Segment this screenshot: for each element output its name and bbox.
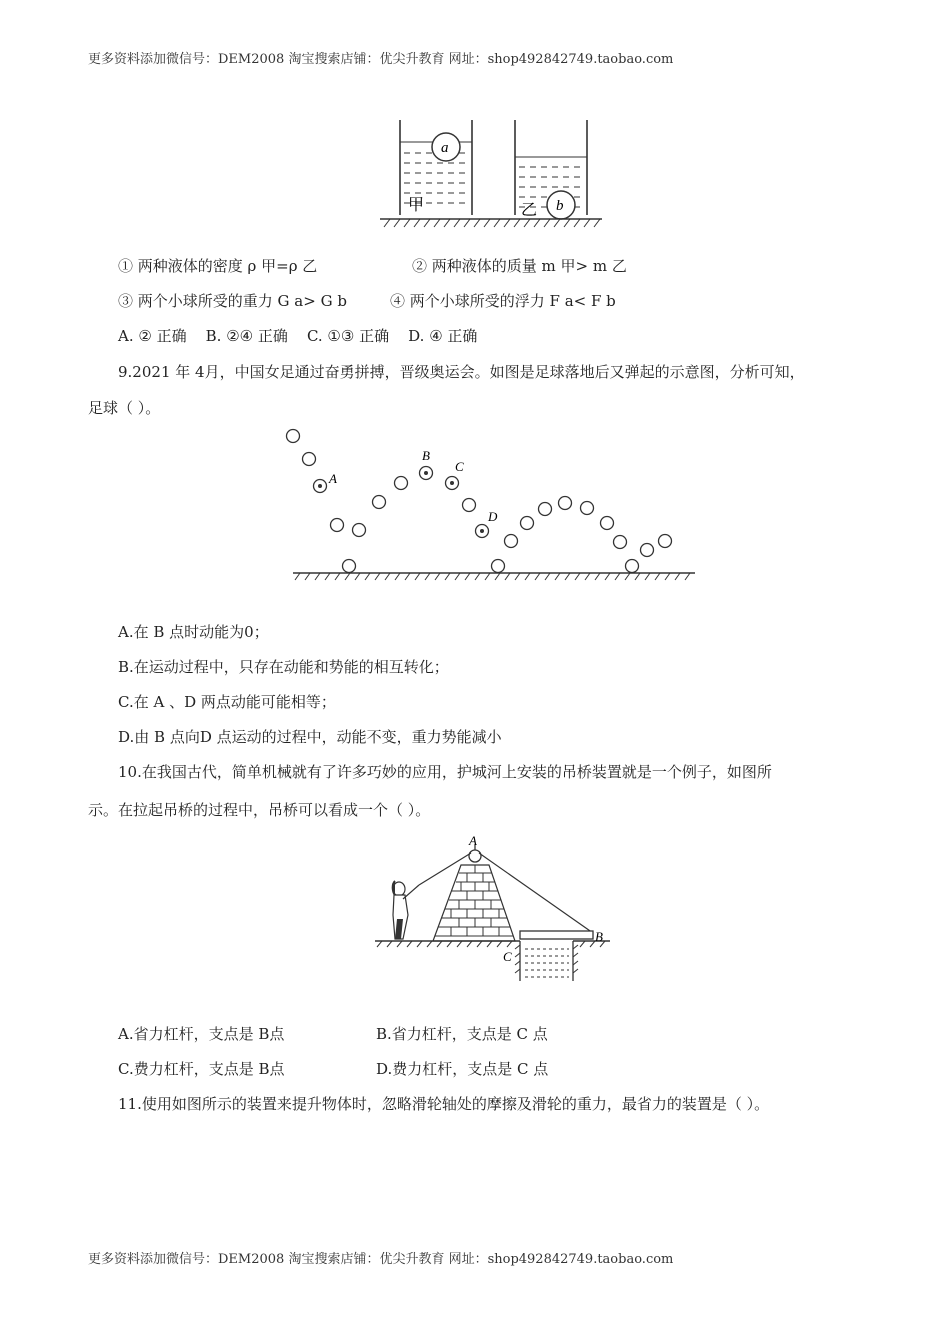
point-D-label: D bbox=[488, 509, 498, 524]
page-header: 更多资料添加微信号：DEM2008 淘宝搜索店铺：优尖升教育 网址：shop492842749.taobao.com bbox=[88, 52, 674, 67]
q9-option-c: C.在 A 、D 两点动能可能相等； bbox=[118, 693, 336, 711]
drawbridge-figure bbox=[375, 833, 615, 983]
q11-stem: 11.使用如图所示的装置来提升物体时，忽略滑轮轴处的摩擦及滑轮的重力，最省力的装置是（ ）。 bbox=[118, 1095, 770, 1113]
q10-option-b: B.省力杠杆，支点是 C 点 bbox=[376, 1025, 548, 1043]
q9-option-d: D.由 B 点向D 点运动的过程中，动能不变，重力势能减小 bbox=[118, 728, 502, 746]
ball-a-label: a bbox=[441, 140, 449, 156]
q10-stem-line2: 示。在拉起吊桥的过程中，吊桥可以看成一个（ ）。 bbox=[88, 801, 431, 819]
point-B-label-q10: B bbox=[595, 929, 603, 944]
q10-option-a: A.省力杠杆，支点是 B点 bbox=[118, 1025, 285, 1043]
point-C-label: C bbox=[455, 459, 464, 474]
beaker-yi-label: 乙 bbox=[521, 202, 538, 219]
point-B-label: B bbox=[422, 448, 430, 463]
q9-option-a: A.在 B 点时动能为0； bbox=[118, 623, 269, 641]
q8-statement-2: ② 两种液体的质量 m 甲> m 乙 bbox=[412, 257, 627, 275]
q8-options: A. ② 正确 B. ②④ 正确 C. ①③ 正确 D. ④ 正确 bbox=[118, 327, 478, 345]
point-A-label: A bbox=[329, 471, 337, 486]
q8-statement-1: ① 两种液体的密度 ρ 甲=ρ 乙 bbox=[118, 257, 318, 275]
q9-stem-line1: 9.2021 年 4月，中国女足通过奋勇拼搏，晋级奥运会。如图是足球落地后又弹起的示意图，分析可知， bbox=[118, 363, 805, 381]
beaker-jia-label: 甲 bbox=[408, 197, 425, 214]
q10-stem-line1: 10.在我国古代，简单机械就有了许多巧妙的应用，护城河上安装的吊桥装置就是一个例子，如图所 bbox=[118, 763, 772, 781]
q8-statement-4: ④ 两个小球所受的浮力 F a< F b bbox=[390, 292, 616, 310]
page-footer: 更多资料添加微信号：DEM2008 淘宝搜索店铺：优尖升教育 网址：shop492842749.taobao.com bbox=[88, 1252, 674, 1267]
ball-b-label: b bbox=[556, 198, 564, 214]
q9-stem-line2: 足球（ ）。 bbox=[88, 399, 161, 417]
beakers-figure bbox=[380, 115, 610, 235]
q8-statement-3: ③ 两个小球所受的重力 G a> G b bbox=[118, 292, 347, 310]
point-C-label-q10: C bbox=[503, 949, 512, 964]
q10-option-d: D.费力杠杆，支点是 C 点 bbox=[376, 1060, 549, 1078]
q9-option-b: B.在运动过程中，只存在动能和势能的相互转化； bbox=[118, 658, 449, 676]
q10-option-c: C.费力杠杆，支点是 B点 bbox=[118, 1060, 285, 1078]
football-bounce-figure bbox=[285, 425, 700, 585]
point-A-label-q10: A bbox=[469, 833, 477, 848]
